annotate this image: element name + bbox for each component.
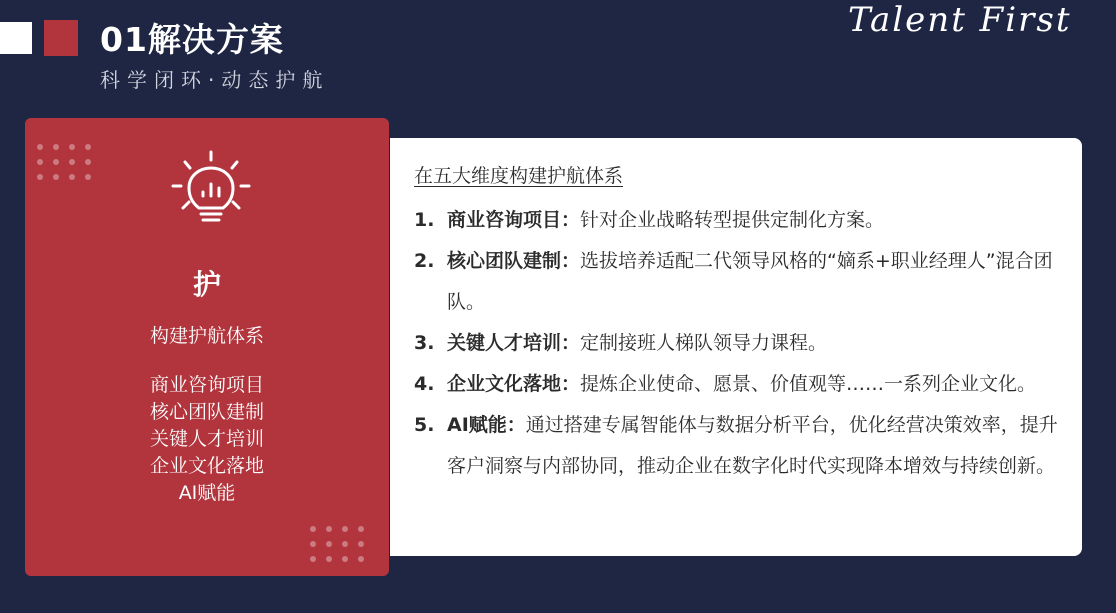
white-square-decoration [0,22,32,54]
lightbulb-chart-icon [169,148,253,232]
detail-title: 在五大维度构建护航体系 [414,165,624,187]
page-subtitle: 科学闭环·动态护航 [100,68,330,92]
red-square-decoration [44,20,78,56]
item-text: 针对企业战略转型提供定制化方案。 [580,209,885,231]
pillar-subheading: 构建护航体系 [149,325,264,347]
detail-list [414,200,1064,487]
list-item: 核心团队建制 [149,401,264,423]
list-item [414,364,1064,405]
list-item: AI赋能 [178,482,236,504]
item-label: AI赋能： [447,414,526,436]
list-item [414,241,1064,323]
dots-decoration-top [37,144,91,180]
brand-seal-icon [1052,14,1092,46]
list-item: 企业文化落地 [149,455,264,477]
pillar-list [25,372,389,507]
item-number: 3. [414,332,435,354]
pillar-heading: 护 [192,268,221,301]
list-item [414,323,1064,364]
item-number: 4. [414,373,435,395]
list-item [414,405,1064,487]
item-text: 定制接班人梯队领导力课程。 [580,332,828,354]
item-number: 2. [414,250,435,272]
item-label: 关键人才培训： [447,332,581,354]
item-text: 提炼企业使命、愿景、价值观等……一系列企业文化。 [580,373,1037,395]
list-item [414,200,1064,241]
item-text: 通过搭建专属智能体与数据分析平台，优化经营决策效率，提升客户洞察与内部协同，推动企业在数字化时代实现降本增效与持续创新。 [447,414,1058,477]
item-number: 1. [414,209,435,231]
detail-card [390,138,1082,556]
list-item: 商业咨询项目 [149,374,264,396]
item-label: 核心团队建制： [447,250,581,272]
brand-logo: Talent First [848,0,1072,40]
pillar-card [25,118,389,576]
item-label: 商业咨询项目： [447,209,581,231]
item-number: 5. [414,414,435,436]
dots-decoration-bottom [310,526,364,562]
item-label: 企业文化落地： [447,373,581,395]
page-title: 01解决方案 [100,20,284,59]
item-text: 选拔培养适配二代领导风格的“嫡系+职业经理人”混合团队。 [447,250,1053,313]
list-item: 关键人才培训 [149,428,264,450]
